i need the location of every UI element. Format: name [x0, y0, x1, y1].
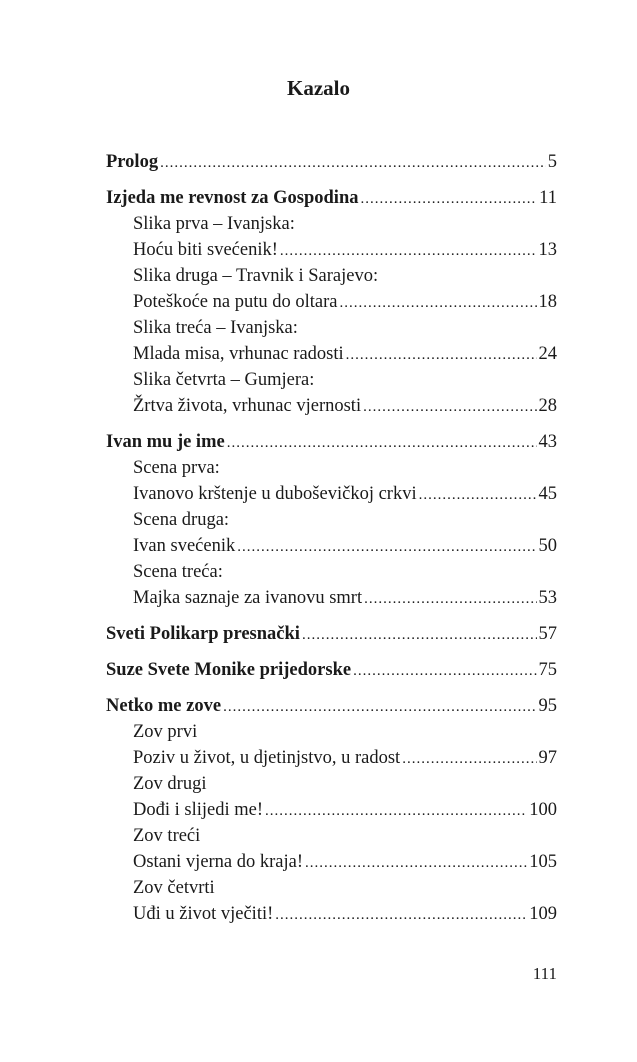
dot-leader [353, 663, 536, 680]
dot-leader [339, 295, 536, 312]
toc-subentry [106, 852, 557, 878]
toc-entry-title: Slika četvrta – Gumjera: [133, 370, 315, 390]
toc-page-number: 43 [538, 432, 557, 452]
dot-leader [160, 155, 546, 172]
toc-entry-title: Poteškoće na putu do oltara [133, 292, 338, 312]
toc-subentry [106, 774, 557, 800]
toc-subentry [106, 904, 557, 930]
toc-entry-title: Ivan mu je ime [106, 432, 225, 452]
toc-entry-title: Majka saznaje za ivanovu smrt [133, 588, 363, 608]
toc-entry-title: Ostani vjerna do kraja! [133, 852, 304, 872]
toc-subentry [106, 562, 557, 588]
toc-entry-title: Hoću biti svećenik! [133, 240, 278, 260]
toc-page-number: 5 [547, 152, 557, 172]
toc-entry-title: Suze Svete Monike prijedorske [106, 660, 352, 680]
toc-chapter [106, 624, 557, 650]
toc-entry-title: Scena druga: [133, 510, 230, 530]
dot-leader [305, 855, 527, 872]
toc-page-number: 18 [538, 292, 557, 312]
dot-leader [265, 803, 527, 820]
page-title: Kazalo [287, 76, 350, 100]
toc-entry-title: Scena prva: [133, 458, 220, 478]
toc-subentry [106, 240, 557, 266]
toc-chapter [106, 696, 557, 722]
toc-entry-title: Uđi u život vječiti! [133, 904, 274, 924]
toc-entry-title: Poziv u život, u djetinjstvo, u radost [133, 748, 401, 768]
dot-leader [237, 539, 536, 556]
toc-page-number: 53 [538, 588, 557, 608]
toc-entry-title: Ivanovo krštenje u duboševičkoj crkvi [133, 484, 417, 504]
dot-leader [402, 751, 536, 768]
toc-chapter [106, 432, 557, 458]
dot-leader [364, 591, 536, 608]
dot-leader [346, 347, 537, 364]
toc-subentry [106, 458, 557, 484]
toc-subentry [106, 484, 557, 510]
toc-subentry [106, 826, 557, 852]
toc-subentry [106, 292, 557, 318]
toc-subentry [106, 318, 557, 344]
toc-entry-title: Scena treća: [133, 562, 223, 582]
toc-page-number: 57 [538, 624, 557, 644]
toc-page-number: 24 [538, 344, 557, 364]
toc-entry-title: Zov drugi [133, 774, 207, 794]
dot-leader [363, 399, 536, 416]
toc-entry-title: Sveti Polikarp presnački [106, 624, 300, 644]
toc-subentry [106, 344, 557, 370]
toc-entry-title: Izjeda me revnost za Gospodina [106, 188, 359, 208]
toc-entry-title: Mlada misa, vrhunac radosti [133, 344, 344, 364]
dot-leader [302, 627, 537, 644]
toc-entry-title: Slika prva – Ivanjska: [133, 214, 295, 234]
toc-page-number: 95 [538, 696, 557, 716]
toc-subentry [106, 588, 557, 614]
dot-leader [280, 243, 537, 260]
toc-page-number: 45 [538, 484, 557, 504]
toc-subentry [106, 214, 557, 240]
table-of-contents [106, 152, 557, 930]
toc-subentry [106, 370, 557, 396]
dot-leader [275, 907, 527, 924]
toc-entry-title: Prolog [106, 152, 159, 172]
toc-page-number: 97 [538, 748, 557, 768]
toc-entry-title: Slika druga – Travnik i Sarajevo: [133, 266, 379, 286]
toc-entry-title: Zov treći [133, 826, 201, 846]
toc-page-number: 109 [529, 904, 557, 924]
toc-subentry [106, 722, 557, 748]
toc-subentry [106, 878, 557, 904]
dot-leader [223, 699, 536, 716]
toc-page-number: 75 [538, 660, 557, 680]
toc-page-number: 100 [529, 800, 557, 820]
dot-leader [361, 191, 538, 208]
toc-subentry [106, 800, 557, 826]
toc-entry-title: Zov prvi [133, 722, 198, 742]
toc-page-number: 50 [538, 536, 557, 556]
toc-subentry [106, 266, 557, 292]
toc-entry-title: Žrtva života, vrhunac vjernosti [133, 396, 362, 416]
toc-subentry [106, 748, 557, 774]
toc-page-number: 28 [538, 396, 557, 416]
toc-entry-title: Ivan svećenik [133, 536, 236, 556]
dot-leader [227, 435, 537, 452]
toc-entry-title: Dođi i slijedi me! [133, 800, 263, 820]
toc-subentry [106, 536, 557, 562]
toc-page-number: 11 [539, 188, 557, 208]
toc-chapter [106, 152, 557, 178]
toc-subentry [106, 396, 557, 422]
toc-subentry [106, 510, 557, 536]
toc-chapter [106, 188, 557, 214]
toc-entry-title: Zov četvrti [133, 878, 215, 898]
toc-chapter [106, 660, 557, 686]
toc-page-number: 105 [529, 852, 557, 872]
dot-leader [419, 487, 537, 504]
toc-page-number: 13 [538, 240, 557, 260]
toc-entry-title: Slika treća – Ivanjska: [133, 318, 298, 338]
toc-entry-title: Netko me zove [106, 696, 222, 716]
page-number: 111 [532, 964, 557, 983]
